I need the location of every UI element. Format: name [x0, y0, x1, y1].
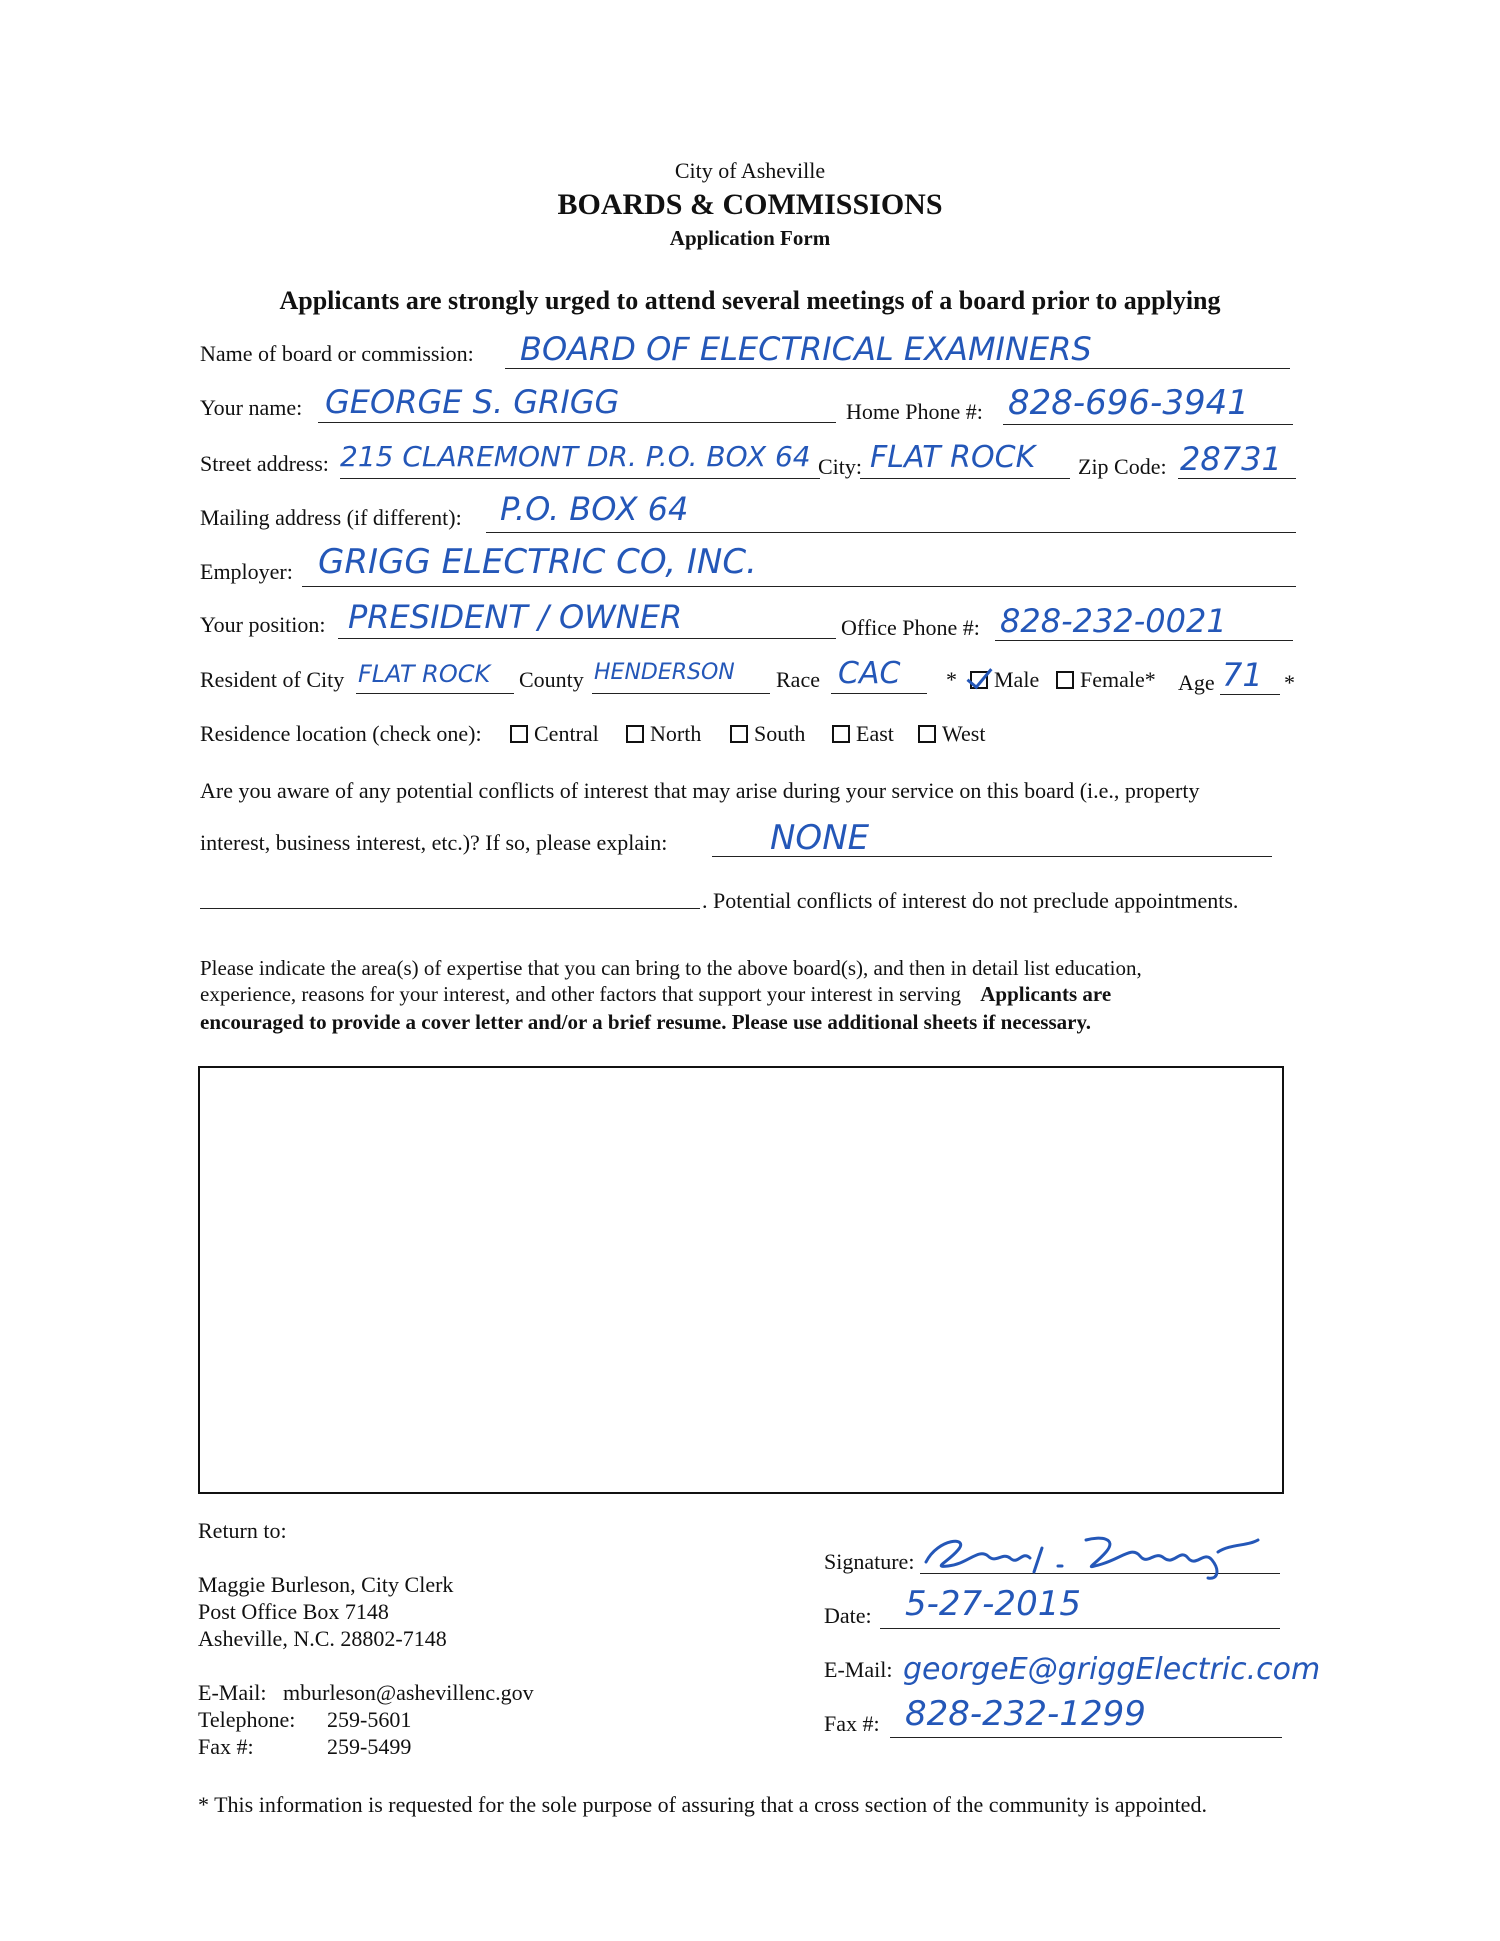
city-label: City:	[818, 454, 863, 479]
mailing-value[interactable]: P.O. BOX 64	[500, 490, 689, 528]
race-asterisk: *	[946, 667, 957, 692]
race-line	[831, 693, 927, 694]
clerk-email-label: E-Mail:	[198, 1680, 267, 1705]
name-line	[318, 422, 836, 423]
male-option[interactable]	[970, 667, 1039, 693]
mailing-line	[486, 532, 1296, 533]
expertise-line-2-plain: experience, reasons for your interest, and other factors that support your interest in serving	[200, 982, 962, 1006]
clerk-name: Maggie Burleson, City Clerk	[198, 1572, 454, 1597]
conflicts-question-1: Are you aware of any potential conflicts of interest that may arise during your service on this board (i.e., property	[200, 778, 1200, 803]
home-phone-label: Home Phone #:	[846, 399, 983, 424]
employer-value[interactable]: GRIGG ELECTRIC CO, INC.	[318, 542, 757, 582]
male-checkbox[interactable]	[970, 671, 988, 689]
conflicts-answer[interactable]: NONE	[770, 818, 870, 858]
date-label: Date:	[824, 1603, 872, 1628]
west-label: West	[942, 721, 986, 746]
form-title: BOARDS & COMMISSIONS	[557, 188, 943, 221]
residence-north[interactable]	[626, 721, 701, 747]
clerk-fax-label: Fax #:	[198, 1734, 254, 1759]
county-label: County	[519, 667, 584, 692]
street-line	[340, 478, 820, 479]
county-line	[592, 693, 770, 694]
clerk-city: Asheville, N.C. 28802-7148	[198, 1626, 447, 1651]
clerk-po-box: Post Office Box 7148	[198, 1599, 389, 1624]
form-subtitle: Application Form	[669, 226, 831, 250]
applicant-email-label: E-Mail:	[824, 1657, 893, 1682]
age-line	[1220, 694, 1280, 695]
office-phone-line	[995, 640, 1293, 641]
home-phone-value[interactable]: 828-696-3941	[1008, 383, 1249, 423]
east-checkbox[interactable]	[832, 725, 850, 743]
expertise-line-2-bold: Applicants are	[980, 982, 1112, 1006]
board-line	[505, 368, 1290, 369]
south-label: South	[754, 721, 806, 746]
residence-south[interactable]	[730, 721, 805, 747]
age-value[interactable]: 71	[1222, 656, 1263, 694]
central-checkbox[interactable]	[510, 725, 528, 743]
city-value[interactable]: FLAT ROCK	[870, 440, 1036, 475]
residence-east[interactable]	[832, 721, 894, 747]
office-phone-label: Office Phone #:	[841, 615, 980, 640]
clerk-email: mburleson@ashevillenc.gov	[283, 1680, 534, 1705]
clerk-telephone-label: Telephone:	[198, 1707, 296, 1732]
employer-line	[302, 586, 1296, 587]
race-value[interactable]: CAC	[838, 656, 901, 691]
conflicts-footnote: . Potential conflicts of interest do not preclude appointments.	[702, 888, 1239, 913]
city-line	[860, 478, 1070, 479]
notice-text: Applicants are strongly urged to attend several meetings of a board prior to applying	[279, 286, 1221, 315]
board-label: Name of board or commission:	[200, 341, 474, 366]
resident-city-line	[356, 693, 514, 694]
female-option[interactable]	[1056, 667, 1156, 693]
applicant-fax-line	[890, 1737, 1282, 1738]
zip-line	[1178, 478, 1296, 479]
west-checkbox[interactable]	[918, 725, 936, 743]
conflicts-question-2: interest, business interest, etc.)? If so, please explain:	[200, 830, 668, 855]
clerk-fax: 259-5499	[327, 1734, 412, 1759]
east-label: East	[856, 721, 894, 746]
expertise-line-1: Please indicate the area(s) of expertise that you can bring to the above board(s), and then in detail list education,	[200, 956, 1142, 980]
footer-note: * This information is requested for the sole purpose of assuring that a cross section of the community is appointed.	[198, 1792, 1207, 1817]
applicant-fax[interactable]: 828-232-1299	[905, 1694, 1146, 1734]
zip-value[interactable]: 28731	[1180, 440, 1282, 478]
female-checkbox[interactable]	[1056, 671, 1074, 689]
expertise-line-3: encouraged to provide a cover letter and/or a brief resume. Please use additional sheets if necessary.	[200, 1010, 1092, 1034]
employer-label: Employer:	[200, 559, 293, 584]
position-value[interactable]: PRESIDENT / OWNER	[348, 598, 683, 636]
zip-label: Zip Code:	[1078, 454, 1167, 479]
male-label: Male	[994, 667, 1040, 692]
applicant-fax-label: Fax #:	[824, 1711, 880, 1736]
city-name: City of Asheville	[674, 158, 826, 183]
return-to-label: Return to:	[198, 1518, 287, 1543]
residence-west[interactable]	[918, 721, 985, 747]
north-label: North	[650, 721, 702, 746]
central-label: Central	[534, 721, 599, 746]
resident-city-value[interactable]: FLAT ROCK	[358, 660, 491, 688]
race-label: Race	[776, 667, 820, 692]
expertise-textarea[interactable]	[198, 1066, 1284, 1494]
resident-city-label: Resident of City	[200, 667, 345, 692]
mailing-label: Mailing address (if different):	[200, 505, 462, 530]
position-label: Your position:	[200, 612, 326, 637]
street-label: Street address:	[200, 451, 329, 476]
applicant-email[interactable]: georgeE@griggElectric.com	[903, 1652, 1321, 1687]
north-checkbox[interactable]	[626, 725, 644, 743]
date-value[interactable]: 5-27-2015	[905, 1584, 1081, 1624]
street-value[interactable]: 215 CLAREMONT DR. P.O. BOX 64	[340, 440, 811, 473]
clerk-telephone: 259-5601	[327, 1707, 412, 1732]
county-value[interactable]: HENDERSON	[594, 660, 735, 685]
signature-label: Signature:	[824, 1549, 915, 1574]
signature-image[interactable]	[918, 1528, 1278, 1582]
residence-label: Residence location (check one):	[200, 721, 482, 746]
position-line	[338, 638, 836, 639]
age-label: Age	[1178, 670, 1215, 695]
female-label: Female*	[1080, 667, 1156, 692]
board-value[interactable]: BOARD OF ELECTRICAL EXAMINERS	[520, 330, 1092, 368]
date-line	[880, 1628, 1280, 1629]
home-phone-line	[1003, 424, 1293, 425]
conflicts-line-2	[200, 908, 700, 909]
office-phone-value[interactable]: 828-232-0021	[1000, 602, 1227, 640]
age-asterisk: *	[1284, 670, 1295, 695]
south-checkbox[interactable]	[730, 725, 748, 743]
name-label: Your name:	[200, 395, 303, 420]
expertise-line-2	[200, 982, 1111, 1007]
name-value[interactable]: GEORGE S. GRIGG	[325, 383, 620, 421]
residence-central[interactable]	[510, 721, 599, 747]
